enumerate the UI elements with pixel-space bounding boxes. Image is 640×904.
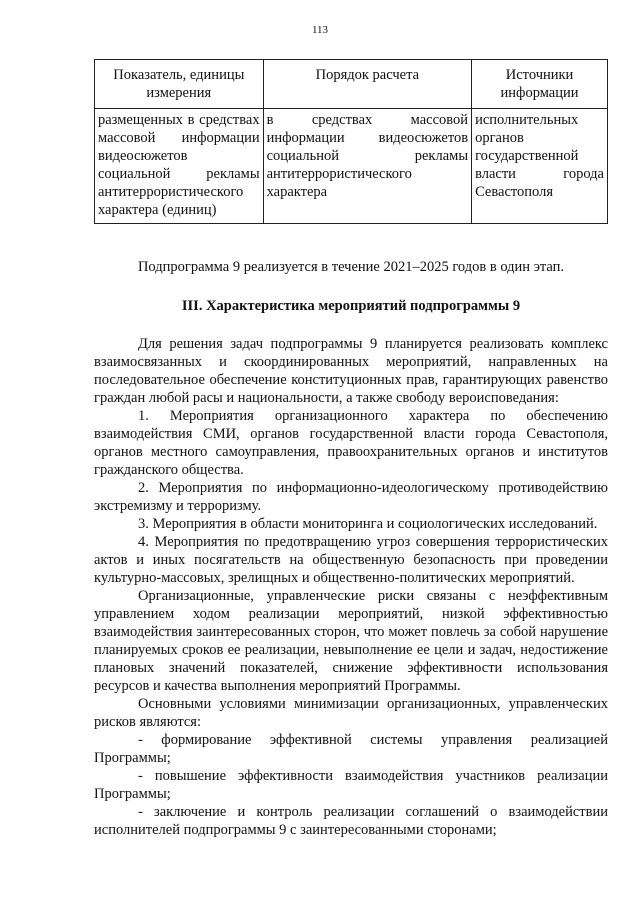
paragraph-risks: Организационные, управленческие риски связаны с неэффективным управлением ходом реализации мероприятий, низкой эффективностью взаимодействия заинтересованных сторон, что может повлечь за собой нарушение планируемых сроков ее реализации, невыполнение ее цели и задач, недостижение плановых значений показателей, снижение эффективности использования ресурсов и качества выполнения мероприятий Программы.	[94, 588, 608, 694]
implementation-note-block	[94, 258, 608, 276]
paragraph-intro: Для решения задач подпрограммы 9 планируется реализовать комплекс взаимосвязанных и скоординированных мероприятий, направленных на последовательное обеспечение конституционных прав, гарантирующих равенство граждан любой расы и национальности, а также свободу вероисповедания:	[94, 336, 608, 406]
implementation-note: Подпрограмма 9 реализуется в течение 2021–2025 годов в один этап.	[137, 259, 565, 275]
header-indicator: Показатель, единицы измерения	[95, 60, 264, 109]
main-text	[94, 335, 608, 839]
header-calculation: Порядок расчета	[263, 60, 471, 109]
paragraph-item-3: 3. Мероприятия в области мониторинга и социологических исследований.	[138, 516, 598, 532]
paragraph-item-4: 4. Мероприятия по предотвращению угроз совершения террористических актов и иных посягательств на общественную безопасность при проведении культурно-массовых, зрелищных и общественно-политических мероприятий.	[94, 534, 608, 586]
table-header-row	[95, 60, 608, 109]
section-title: III. Характеристика мероприятий подпрограммы 9	[181, 298, 521, 314]
section-title-block	[94, 297, 608, 315]
header-sources: Источники информации	[472, 60, 608, 109]
paragraph-item-2: 2. Мероприятия по информационно-идеологическому противодействию экстремизму и терроризму.	[94, 480, 608, 514]
paragraph-conditions: Основными условиями минимизации организационных, управленческих рисков являются:	[94, 696, 608, 730]
list-item: - повышение эффективности взаимодействия участников реализации Программы;	[94, 768, 608, 802]
list-item: - заключение и контроль реализации соглашений о взаимодействии исполнителей подпрограммы 9 с заинтересованными сторонами;	[94, 804, 608, 838]
cell-calculation: в средствах массовой информации видеосюжетов социальной рекламы антитеррористического характера	[263, 109, 471, 224]
indicator-table	[94, 59, 608, 224]
list-item: - формирование эффективной системы управления реализацией Программы;	[94, 732, 608, 766]
table-row	[95, 109, 608, 224]
paragraph-item-1: 1. Мероприятия организационного характера по обеспечению взаимодействия СМИ, органов государственной власти города Севастополя, органов местного самоуправления, правоохранительных органов и институтов гражданского общества.	[94, 408, 608, 478]
page-number: 113	[311, 24, 329, 36]
cell-indicator: размещенных в средствах массовой информации видеосюжетов социальной рекламы антитеррористического характера (единиц)	[95, 109, 264, 224]
cell-sources: исполнительных органов государственной власти города Севастополя	[472, 109, 608, 224]
